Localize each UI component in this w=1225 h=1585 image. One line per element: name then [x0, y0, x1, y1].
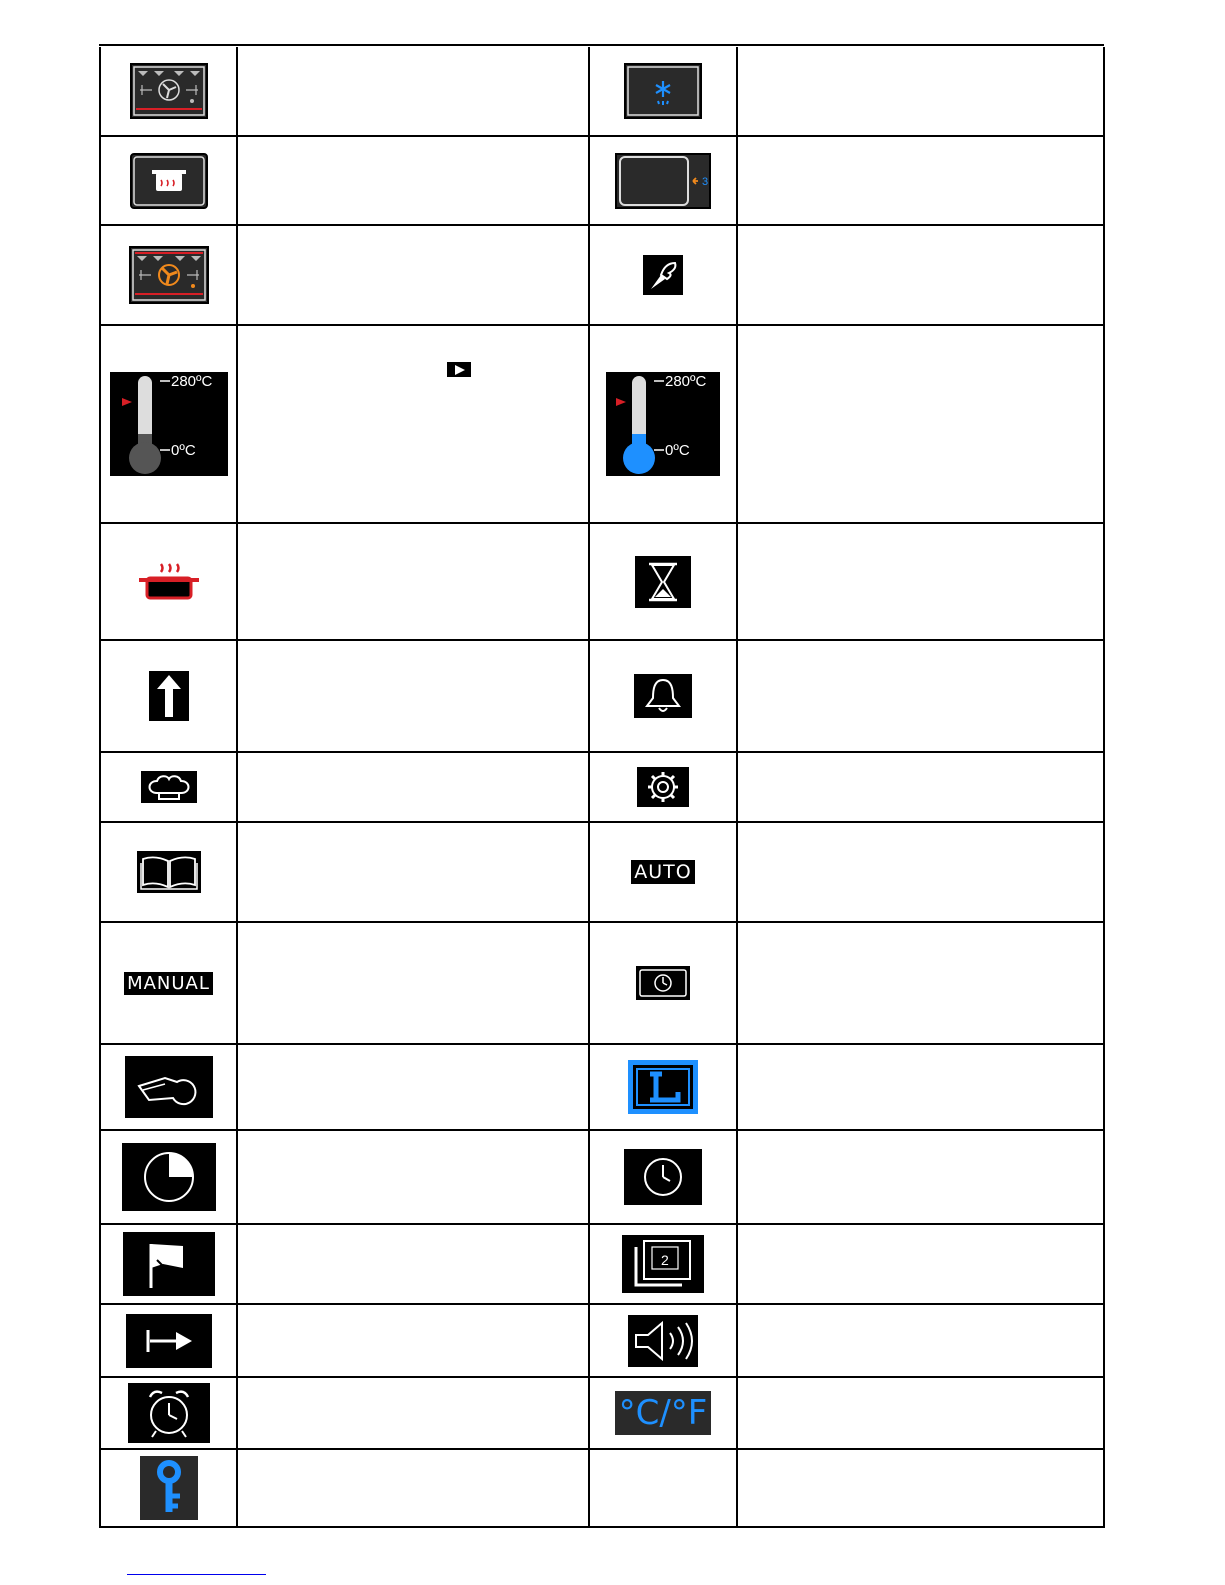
description-cell — [237, 523, 589, 640]
table-row — [100, 752, 1104, 822]
defrost-snowflake-icon — [624, 63, 702, 119]
auto-mode-icon: AUTO — [631, 860, 694, 884]
table-row — [100, 1044, 1104, 1130]
pot-cooking-icon — [130, 153, 208, 209]
manual-mode-icon: MANUAL — [124, 972, 213, 995]
icon-cell — [589, 922, 737, 1044]
empty-icon-cell — [589, 1449, 737, 1527]
icon-cell — [589, 325, 737, 523]
core-probe-thermometer-icon — [606, 372, 720, 476]
pie-timer-icon — [122, 1143, 216, 1211]
description-cell — [237, 325, 589, 523]
icon-cell — [100, 1224, 237, 1304]
icon-cell — [100, 1304, 237, 1377]
description-cell — [237, 1044, 589, 1130]
description-cell — [237, 752, 589, 822]
table-row — [100, 523, 1104, 640]
icon-cell — [589, 47, 737, 136]
table-row — [100, 47, 1104, 136]
description-cell — [237, 1130, 589, 1224]
description-cell — [737, 136, 1104, 225]
icon-cell — [589, 752, 737, 822]
description-cell — [737, 1130, 1104, 1224]
table-row — [100, 822, 1104, 922]
description-cell — [237, 47, 589, 136]
icon-cell — [100, 1044, 237, 1130]
language-icon — [628, 1060, 698, 1114]
icon-cell — [589, 136, 737, 225]
icon-cell — [100, 47, 237, 136]
settings-gear-icon — [637, 767, 689, 807]
icon-cell — [589, 822, 737, 922]
key-icon — [140, 1456, 198, 1520]
description-cell — [737, 47, 1104, 136]
table-row — [100, 1224, 1104, 1304]
max-temperature-label: 280ºC — [665, 373, 707, 390]
timer-box-icon — [636, 966, 690, 1000]
icon-cell — [100, 922, 237, 1044]
icon-cell — [589, 1044, 737, 1130]
description-cell — [237, 1304, 589, 1377]
tray-level-icon — [615, 153, 711, 209]
description-cell — [237, 225, 589, 325]
icon-cell — [589, 523, 737, 640]
description-cell — [237, 922, 589, 1044]
oven-thermometer-icon — [110, 372, 228, 476]
description-cell — [737, 922, 1104, 1044]
description-cell — [737, 1224, 1104, 1304]
cleaning-brush-icon — [643, 255, 683, 295]
description-cell — [237, 640, 589, 752]
icon-cell — [100, 1377, 237, 1449]
hourglass-icon — [635, 556, 691, 608]
bell-icon — [634, 674, 692, 718]
table-row — [100, 1449, 1104, 1527]
copy-page-icon — [622, 1235, 704, 1293]
copy-page-number: 2 — [661, 1252, 669, 1268]
min-temperature-label: 0ºC — [665, 442, 690, 459]
speaker-icon — [628, 1315, 698, 1367]
table-row — [100, 325, 1104, 523]
units-celsius-fahrenheit-icon: °C/°F — [615, 1391, 712, 1435]
icon-cell — [100, 822, 237, 922]
description-cell — [237, 1377, 589, 1449]
icon-cell — [589, 225, 737, 325]
top-rule — [99, 44, 1104, 46]
icon-cell — [100, 1449, 237, 1527]
table-row — [100, 1130, 1104, 1224]
max-temperature-label: 280ºC — [170, 373, 212, 390]
icon-cell — [589, 640, 737, 752]
description-cell — [737, 1377, 1104, 1449]
convection-fan-icon — [130, 63, 208, 119]
description-cell — [737, 225, 1104, 325]
description-cell — [737, 822, 1104, 922]
next-step-icon — [126, 1314, 212, 1368]
steam-pot-icon — [137, 562, 201, 602]
icon-cell — [589, 1377, 737, 1449]
flag-icon — [123, 1232, 215, 1296]
description-cell — [237, 1449, 589, 1527]
icon-cell — [100, 325, 237, 523]
description-cell — [737, 523, 1104, 640]
table-row — [100, 922, 1104, 1044]
icon-cell — [100, 640, 237, 752]
play-icon — [447, 362, 471, 377]
icon-cell — [100, 1130, 237, 1224]
icon-cell — [589, 1304, 737, 1377]
clock-icon — [624, 1149, 702, 1205]
description-cell — [737, 1304, 1104, 1377]
up-arrow-icon — [149, 671, 189, 721]
icon-cell — [100, 752, 237, 822]
alarm-clock-icon — [128, 1383, 210, 1443]
icon-cell — [589, 1130, 737, 1224]
convection-fan-active-icon — [129, 246, 209, 304]
footer-link-underline[interactable] — [127, 1574, 266, 1575]
icon-cell — [100, 523, 237, 640]
table-row — [100, 1377, 1104, 1449]
description-cell — [237, 1224, 589, 1304]
description-cell — [737, 752, 1104, 822]
description-cell — [737, 1449, 1104, 1527]
icon-cell — [100, 136, 237, 225]
table-row — [100, 640, 1104, 752]
icon-cell — [589, 1224, 737, 1304]
icon-legend-table — [99, 47, 1105, 1528]
description-cell — [237, 136, 589, 225]
table-row — [100, 1304, 1104, 1377]
description-cell — [237, 822, 589, 922]
min-temperature-label: 0ºC — [170, 442, 196, 459]
tray-level-number: 3 — [702, 175, 709, 188]
whistle-icon — [125, 1056, 213, 1118]
description-cell — [737, 640, 1104, 752]
table-row — [100, 136, 1104, 225]
description-cell — [737, 325, 1104, 523]
chef-hat-icon — [141, 771, 197, 803]
table-row — [100, 225, 1104, 325]
icon-cell — [100, 225, 237, 325]
description-cell — [737, 1044, 1104, 1130]
recipe-book-icon — [137, 851, 201, 893]
